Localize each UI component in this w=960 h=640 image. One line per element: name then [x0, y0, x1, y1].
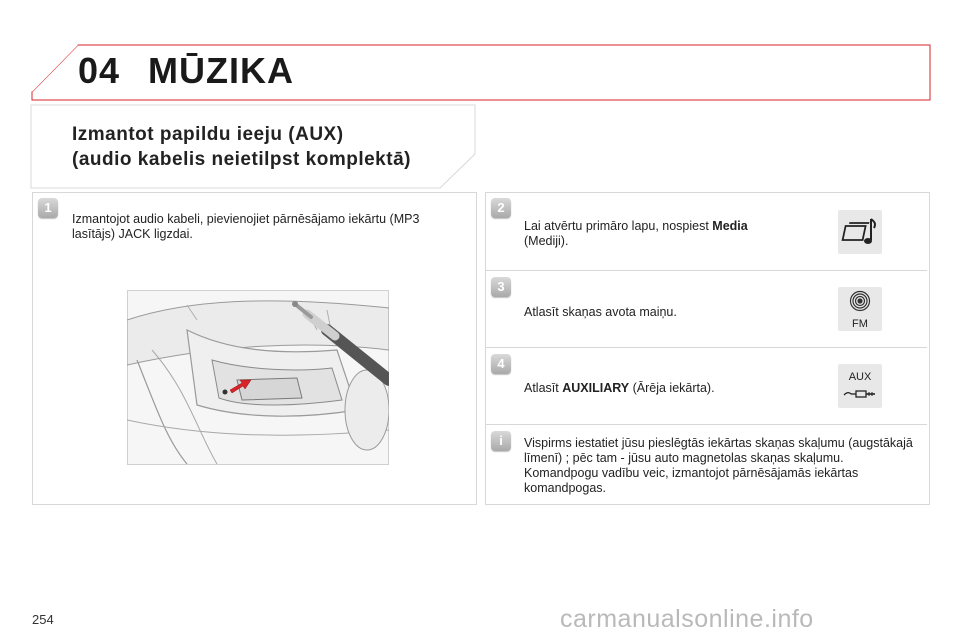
info-paragraph2: Komandpogu vadību veic, izmantojot pārnēsājamās iekārtas komandpogas.	[524, 466, 859, 495]
info-paragraph1: Vispirms iestatiet jūsu pieslēgtās iekārtas skaņas skaļumu (augstākajā līmenī) ; pēc tam - jūsu auto magnetolas skaņas skaļumu.	[524, 436, 913, 465]
section-title-line2: (audio kabelis neietilpst komplektā)	[72, 149, 411, 170]
radio-signal-icon	[838, 287, 882, 331]
music-note-icon	[838, 210, 882, 254]
dashboard-jack-illustration	[127, 290, 389, 465]
step4-badge: 4	[491, 354, 511, 374]
step2-text-after: (Mediji).	[524, 234, 569, 248]
chapter-header-frame	[0, 0, 960, 110]
step4-text-before: Atlasīt	[524, 381, 563, 395]
info-badge: i	[491, 431, 511, 451]
step-divider	[486, 347, 927, 348]
step-divider	[486, 424, 927, 425]
step-divider	[486, 270, 927, 271]
step2-text-before: Lai atvērtu primāro lapu, nospiest	[524, 219, 713, 233]
watermark: carmanualsonline.info	[560, 605, 814, 633]
jack-plug-icon	[838, 364, 882, 408]
step4-auxiliary-label: AUXILIARY	[562, 381, 630, 395]
chapter-number: 04	[78, 50, 121, 91]
auxiliary-button[interactable]	[838, 364, 882, 408]
step4-text	[524, 381, 804, 396]
step3-badge: 3	[491, 277, 511, 297]
step4-text-after: (Ārēja iekārta).	[629, 381, 715, 395]
page-number: 254	[32, 612, 54, 627]
step2-text	[524, 219, 784, 249]
step2-media-label: Media	[712, 219, 748, 233]
source-change-button[interactable]	[838, 287, 882, 331]
step2-badge: 2	[491, 198, 511, 218]
section-title-frame	[30, 104, 480, 190]
fm-label: FM	[852, 318, 868, 330]
media-button[interactable]	[838, 210, 882, 254]
step3-text: Atlasīt skaņas avota maiņu.	[524, 305, 677, 319]
step1-badge: 1	[38, 198, 58, 218]
step1-text: Izmantojot audio kabeli, pievienojiet pārnēsājamo iekārtu (MP3 lasītājs) JACK ligzdai.	[72, 212, 420, 241]
section-title-line1: Izmantot papildu ieeju (AUX)	[72, 124, 344, 145]
aux-label: AUX	[848, 371, 872, 383]
chapter-title: MŪZIKA	[148, 50, 294, 91]
